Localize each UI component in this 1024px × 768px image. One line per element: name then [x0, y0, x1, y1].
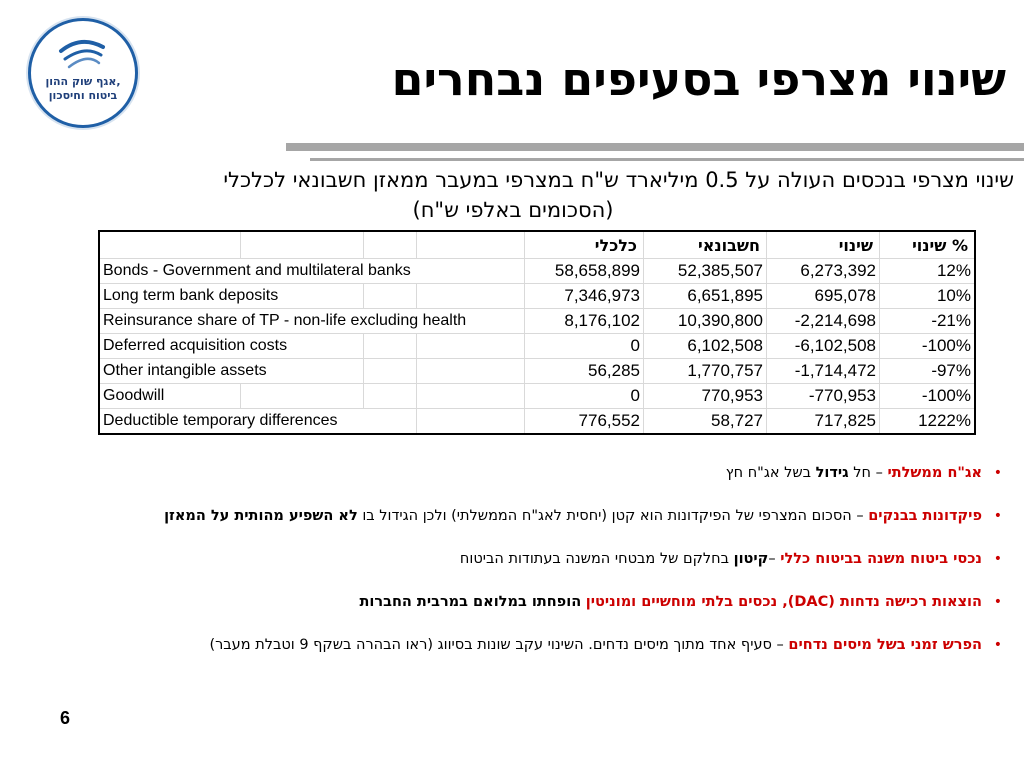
units-text: (הסכומים באלפי ש"ח)	[412, 198, 614, 222]
empty-cell	[417, 334, 525, 359]
header-pct-change: % שינוי	[880, 231, 976, 259]
cell-accounting: 1,770,757	[644, 359, 767, 384]
cell-change: -770,953	[767, 384, 880, 409]
table-units-caption	[0, 198, 1024, 222]
empty-cell	[417, 359, 525, 384]
bullet-text: סעיף אחד מתוך מיסים נדחים. השינוי עקב שונות בסיווג (ראו הבהרה בשקף 9 וטבלת מעבר)	[209, 637, 772, 653]
logo	[28, 18, 138, 128]
bullet-bold: לא השפיע מהותית על המאזן	[164, 508, 358, 524]
bullet-list	[16, 462, 1006, 677]
cell-economic: 776,552	[525, 409, 644, 435]
page-title: שינוי מצרפי בסעיפים נבחרים	[391, 52, 1006, 106]
title-rule-thin	[310, 158, 1024, 161]
row-label: Deductible temporary differences	[99, 409, 417, 435]
empty-cell	[241, 384, 364, 409]
bullet-head: הפרש זמני בשל מיסים נדחים	[788, 637, 982, 653]
table-row	[99, 309, 975, 334]
table-row	[99, 409, 975, 435]
table-row	[99, 334, 975, 359]
empty-cell	[417, 384, 525, 409]
row-label: Deferred acquisition costs	[99, 334, 364, 359]
bullet-sep: –	[771, 637, 789, 653]
header-empty-cell	[417, 231, 525, 259]
bullet-text: חל	[848, 465, 871, 481]
bullet-item	[16, 591, 1006, 613]
cell-change: 6,273,392	[767, 259, 880, 284]
cell-pct: 12%	[880, 259, 976, 284]
cell-pct: -100%	[880, 384, 976, 409]
title-rule-thick	[286, 143, 1024, 151]
bullet-sep: –	[768, 551, 781, 567]
empty-cell	[417, 409, 525, 435]
logo-text-line1: אגף שוק ההון,	[45, 75, 121, 88]
empty-cell	[364, 359, 417, 384]
cell-pct: -100%	[880, 334, 976, 359]
cell-economic: 0	[525, 384, 644, 409]
bullet-item	[16, 505, 1006, 527]
table-row	[99, 359, 975, 384]
empty-cell	[364, 384, 417, 409]
bullet-bold: הופחתו במלואם במרבית החברות	[359, 594, 582, 610]
cell-change: 695,078	[767, 284, 880, 309]
row-label: Long term bank deposits	[99, 284, 364, 309]
table-header-row	[99, 231, 975, 259]
cell-accounting: 6,102,508	[644, 334, 767, 359]
bullet-head: נכסי ביטוח משנה בביטוח כללי	[780, 551, 982, 567]
page-number: 6	[60, 708, 71, 728]
table-row	[99, 384, 975, 409]
cell-change: 717,825	[767, 409, 880, 435]
header-change: שינוי	[767, 231, 880, 259]
bullet-bold: קיטון	[733, 551, 769, 567]
header-accounting: חשבונאי	[644, 231, 767, 259]
table-row	[99, 259, 975, 284]
bullet-item	[16, 634, 1006, 656]
cell-accounting: 58,727	[644, 409, 767, 435]
cell-accounting: 6,651,895	[644, 284, 767, 309]
bullet-item	[16, 462, 1006, 484]
bullet-sep: –	[871, 465, 888, 481]
table-row	[99, 284, 975, 309]
cell-pct: -97%	[880, 359, 976, 384]
bullet-sep: –	[851, 508, 869, 524]
bullet-head: פיקדונות בבנקים	[868, 508, 982, 524]
bullet-text: בשל אג"ח חץ	[725, 465, 816, 481]
data-table	[98, 230, 976, 435]
row-label: Goodwill	[99, 384, 241, 409]
cell-pct: 10%	[880, 284, 976, 309]
empty-cell	[364, 334, 417, 359]
header-empty-cell	[99, 231, 241, 259]
header-economic: כלכלי	[525, 231, 644, 259]
table-caption: שינוי מצרפי בנכסים העולה על 0.5 מיליארד ש"ח במצרפי במעבר ממאזן חשבונאי לכלכלי	[223, 168, 1014, 192]
empty-cell	[417, 284, 525, 309]
cell-change: -1,714,472	[767, 359, 880, 384]
cell-economic: 8,176,102	[525, 309, 644, 334]
logo-wave-icon	[31, 21, 135, 125]
bullet-item	[16, 548, 1006, 570]
row-label: Other intangible assets	[99, 359, 364, 384]
header-empty-cell	[364, 231, 417, 259]
row-label: Bonds - Government and multilateral banks	[99, 259, 525, 284]
cell-change: -2,214,698	[767, 309, 880, 334]
bullet-text: הסכום המצרפי של הפיקדונות הוא קטן (יחסית לאג"ח הממשלתי) ולכן הגידול בו	[357, 508, 852, 524]
empty-cell	[364, 284, 417, 309]
bullet-text: בחלקם של מבטחי המשנה בעתודות הביטוח	[459, 551, 734, 567]
cell-pct: 1222%	[880, 409, 976, 435]
header-empty-cell	[241, 231, 364, 259]
cell-change: -6,102,508	[767, 334, 880, 359]
bullet-head: אג"ח ממשלתי	[887, 465, 982, 481]
bullet-head: הוצאות רכישה נדחות (DAC), נכסים בלתי מוחשיים ומוניטין	[585, 594, 982, 610]
row-label: Reinsurance share of TP - non-life excluding health	[99, 309, 525, 334]
cell-economic: 0	[525, 334, 644, 359]
cell-accounting: 770,953	[644, 384, 767, 409]
cell-economic: 56,285	[525, 359, 644, 384]
cell-accounting: 10,390,800	[644, 309, 767, 334]
logo-text-line2: ביטוח וחיסכון	[48, 89, 118, 102]
cell-economic: 58,658,899	[525, 259, 644, 284]
cell-pct: -21%	[880, 309, 976, 334]
bullet-bold: גידול	[815, 465, 849, 481]
cell-accounting: 52,385,507	[644, 259, 767, 284]
cell-economic: 7,346,973	[525, 284, 644, 309]
